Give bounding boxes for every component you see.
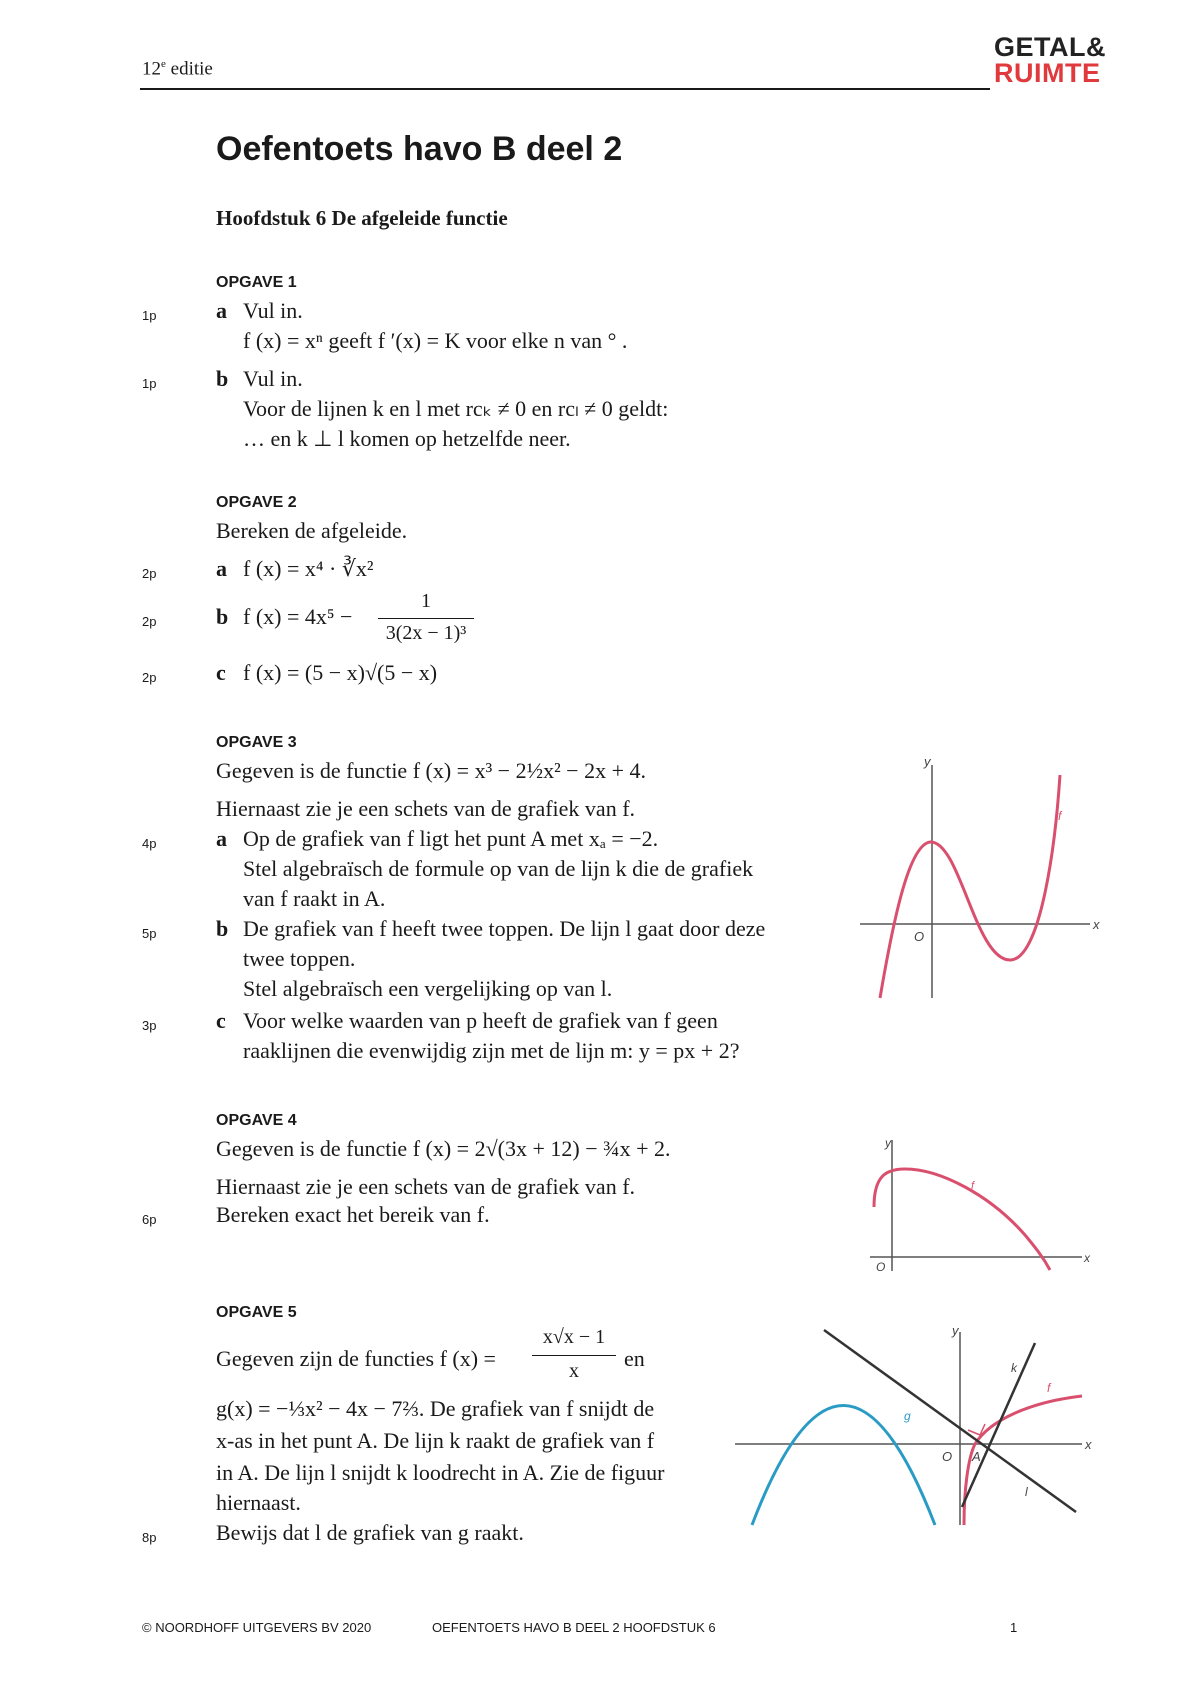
question-5: Bewijs dat l de grafiek van g raakt. [216, 1520, 524, 1545]
question-1b-line1: b Vul in. [216, 366, 303, 391]
question-3c-line1: c Voor welke waarden van p heeft de grafiek van f geen [216, 1008, 718, 1033]
header-rule [140, 88, 990, 90]
opgave-4-intro2: Hiernaast zie je een schets van de grafiek van f. [216, 1174, 636, 1199]
opgave-2-intro: Bereken de afgeleide. [216, 518, 408, 543]
opgave-3-intro1: Gegeven is de functie f (x) = x³ − 2½x² − 2x + 4. [216, 758, 646, 783]
opgave-5-line1-right: en [624, 1346, 645, 1371]
curve-f-label: f [971, 1180, 975, 1192]
curve-g [752, 1406, 935, 1526]
opgave-4-heading: OPGAVE 4 [216, 1112, 297, 1129]
footer-copyright: © NOORDHOFF UITGEVERS BV 2020 [142, 1620, 372, 1635]
opgave-3-intro2: Hiernaast zie je een schets van de grafiek van f. [216, 796, 636, 821]
fraction-2b-bar [378, 618, 474, 619]
point-a-label: A [972, 1449, 981, 1464]
x-axis-label: x [1085, 1437, 1092, 1452]
question-1a-line2: f (x) = xⁿ geeft f ′(x) = K voor elke n van ° . [243, 328, 628, 353]
question-1a-line1: a Vul in. [216, 298, 303, 323]
opgave-2-heading: OPGAVE 2 [216, 494, 297, 511]
line-l [824, 1330, 1076, 1512]
points-3a: 4p [142, 836, 157, 851]
x-axis-label: x [1093, 917, 1100, 932]
curve-f-label: f [1047, 1381, 1051, 1395]
question-2c: c f (x) = (5 − x)√(5 − x) [216, 660, 438, 685]
publisher-logo: GETAL& RUIMTE [994, 32, 1106, 88]
points-3c: 3p [142, 1018, 157, 1033]
question-3a-line1: a Op de grafiek van f ligt het punt A met xₐ = −2. [216, 826, 659, 851]
footer-title: OEFENTOETS HAVO B DEEL 2 HOOFDSTUK 6 [432, 1620, 716, 1635]
question-1b-line3: … en k ⊥ l komen op hetzelfde neer. [243, 426, 571, 451]
points-1b: 1p [142, 376, 157, 391]
points-3b: 5p [142, 926, 157, 941]
curve-f-label: f [1058, 809, 1062, 823]
y-axis-label: y [952, 1323, 959, 1338]
opgave-4-intro1: Gegeven is de functie f (x) = 2√(3x + 12) − ¾x + 2. [216, 1136, 671, 1161]
opgave-5-line2: g(x) = −⅓x² − 4x − 7⅔. De grafiek van f snijdt de [216, 1396, 655, 1421]
y-axis-label: y [885, 1136, 891, 1150]
question-2b: b f (x) = 4x⁵ − [216, 604, 353, 629]
question-3b-line1: b De grafiek van f heeft twee toppen. De lijn l gaat door deze [216, 916, 766, 941]
question-2a: a f (x) = x⁴ · ∛x² [216, 556, 374, 581]
origin-label: O [876, 1260, 886, 1274]
chapter-heading: Hoofdstuk 6 De afgeleide functie [216, 206, 508, 230]
curve-f [880, 775, 1060, 998]
points-2b: 2p [142, 614, 157, 629]
line-k [962, 1343, 1035, 1507]
fraction-2b-numerator: 1 [421, 590, 431, 612]
fraction-5-bar [532, 1355, 616, 1356]
question-3a-line3: van f raakt in A. [243, 886, 386, 911]
x-axis-label: x [1084, 1251, 1090, 1265]
opgave-1-heading: OPGAVE 1 [216, 274, 297, 291]
fraction-2b-denominator: 3(2x − 1)³ [385, 622, 467, 644]
curve-f [874, 1169, 1050, 1270]
points-5: 8p [142, 1530, 157, 1545]
edition-label: 12e editie [142, 58, 213, 80]
origin-label: O [914, 929, 925, 944]
opgave-5-line5: hiernaast. [216, 1490, 301, 1515]
curve-g-label: g [904, 1409, 911, 1423]
graph-opgave-3 [850, 750, 1100, 1010]
line-k-label: k [1011, 1361, 1017, 1375]
opgave-5-line3: x-as in het punt A. De lijn k raakt de grafiek van f [216, 1428, 655, 1453]
line-l-label: l [1025, 1485, 1028, 1499]
points-4: 6p [142, 1212, 157, 1227]
graph-opgave-4 [860, 1125, 1100, 1285]
question-3b-line3: Stel algebraïsch een vergelijking op van l. [243, 976, 613, 1001]
question-3c-line2: raaklijnen die evenwijdig zijn met de lijn m: y = px + 2? [243, 1038, 740, 1063]
opgave-5-heading: OPGAVE 5 [216, 1304, 297, 1321]
question-1b-line2: Voor de lijnen k en l met rcₖ ≠ 0 en rcₗ ≠ 0 geldt: [243, 396, 669, 421]
origin-label: O [942, 1449, 953, 1464]
footer-page-number: 1 [1010, 1620, 1018, 1635]
points-2a: 2p [142, 566, 157, 581]
fraction-5-numerator: x√x − 1 [542, 1326, 606, 1348]
fraction-5-denominator: x [569, 1360, 579, 1382]
points-2c: 2p [142, 670, 157, 685]
question-3a-line2: Stel algebraïsch de formule op van de lijn k die de grafiek [243, 856, 754, 881]
y-axis-label: y [924, 754, 931, 769]
page-title: Oefentoets havo B deel 2 [216, 130, 623, 168]
question-4: Bereken exact het bereik van f. [216, 1202, 490, 1227]
question-3b-line2: twee toppen. [243, 946, 356, 971]
opgave-3-heading: OPGAVE 3 [216, 734, 297, 751]
graph-opgave-5 [730, 1320, 1100, 1535]
opgave-5-line4: in A. De lijn l snijdt k loodrecht in A. Zie de figuur [216, 1460, 665, 1485]
opgave-5-line1-left: Gegeven zijn de functies f (x) = [216, 1346, 496, 1371]
points-1a: 1p [142, 308, 157, 323]
